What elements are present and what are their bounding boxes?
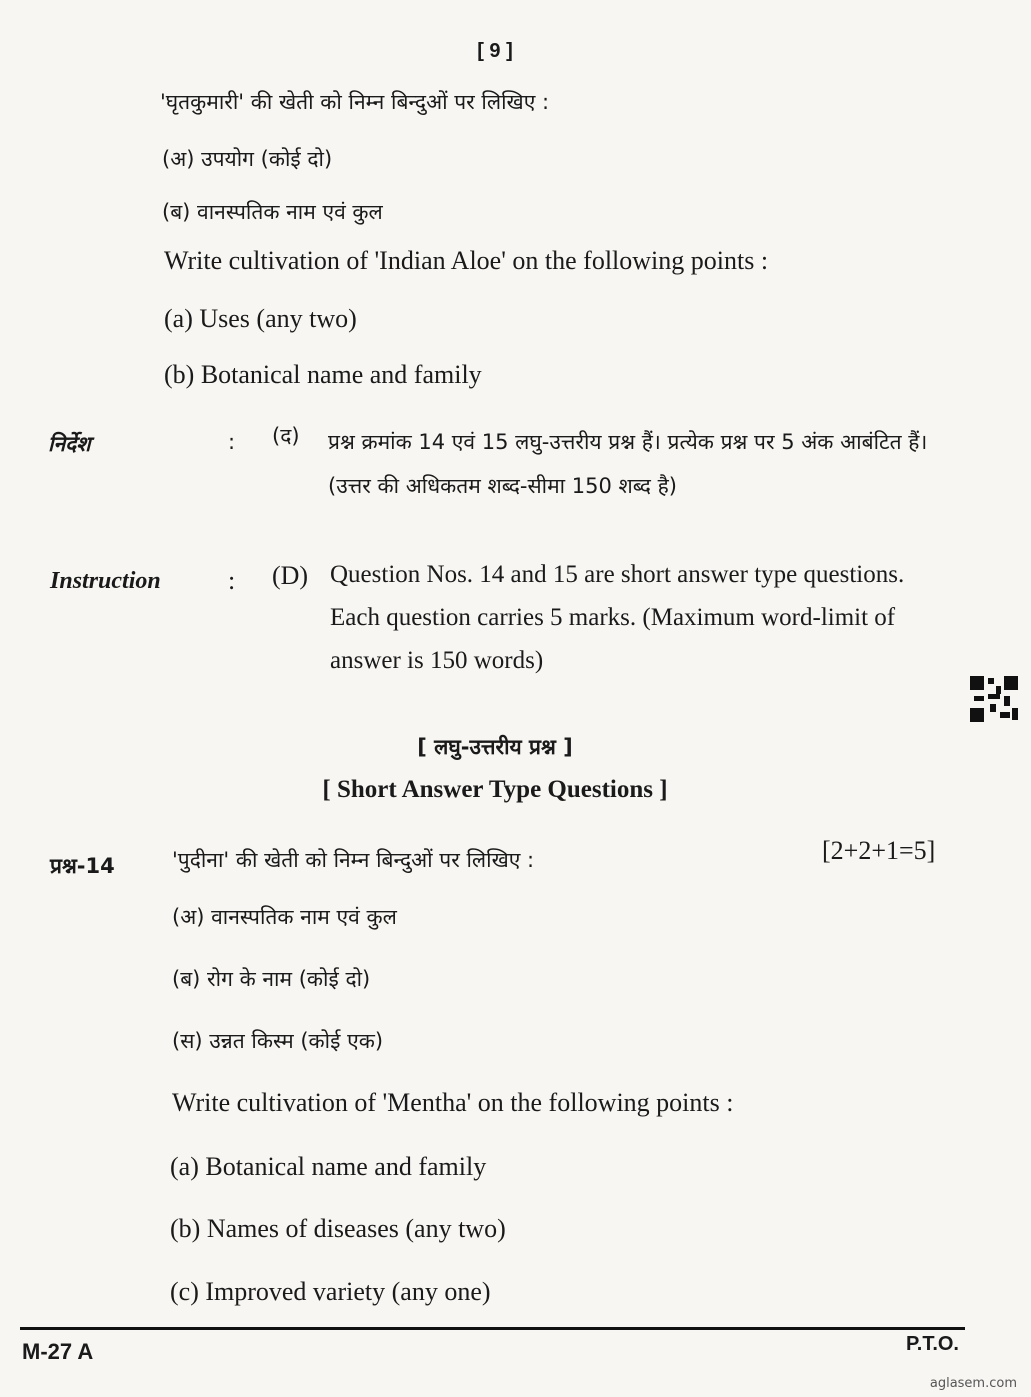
q14-hindi-point-c: (स) उन्नत किस्म (कोई एक) bbox=[172, 1029, 384, 1053]
q14-marks: [2+2+1=5] bbox=[822, 836, 936, 865]
qr-code-icon bbox=[970, 676, 1018, 722]
instruction-hindi-text: प्रश्न क्रमांक 14 एवं 15 लघु-उत्तरीय प्रश्न हैं। प्रत्येक प्रश्न पर 5 अंक आबंटित हैं। (उत्तर की अधिकतम शब्द-सीमा 150 शब्द है) bbox=[328, 430, 928, 498]
instruction-hindi-colon: : bbox=[228, 430, 236, 454]
instruction-english-label: Instruction bbox=[50, 568, 161, 594]
q14-english-point-c: (c) Improved variety (any one) bbox=[170, 1277, 491, 1306]
q13-hindi-point-a: (अ) उपयोग (कोई दो) bbox=[162, 147, 333, 171]
q14-hindi-point-b: (ब) रोग के नाम (कोई दो) bbox=[172, 967, 371, 991]
q13-hindi-title: 'घृतकुमारी' की खेती को निम्न बिन्दुओं पर लिखिए : bbox=[160, 90, 550, 114]
pto-label: P.T.O. bbox=[906, 1333, 959, 1355]
q14-english-point-b: (b) Names of diseases (any two) bbox=[170, 1214, 506, 1243]
q13-english-point-b: (b) Botanical name and family bbox=[164, 360, 482, 389]
page-number: [ 9 ] bbox=[477, 40, 513, 62]
q13-english-title: Write cultivation of 'Indian Aloe' on the following points : bbox=[164, 246, 769, 275]
instruction-english-text: Question Nos. 14 and 15 are short answer type questions. Each question carries 5 marks. (Maximum word-limit of answer is 150 words) bbox=[330, 561, 905, 674]
q14-hindi-title: 'पुदीना' की खेती को निम्न बिन्दुओं पर लिखिए : bbox=[172, 848, 535, 872]
paper-code: M-27 A bbox=[22, 1339, 94, 1364]
instruction-english-colon: : bbox=[228, 566, 236, 595]
section-heading-hindi: [ लघु-उत्तरीय प्रश्न ] bbox=[417, 735, 573, 759]
q14-english-title: Write cultivation of 'Mentha' on the following points : bbox=[172, 1088, 734, 1117]
footer-rule bbox=[20, 1327, 965, 1330]
instruction-hindi-marker: (द) bbox=[272, 424, 300, 448]
q14-hindi-point-a: (अ) वानस्पतिक नाम एवं कुल bbox=[172, 905, 397, 929]
q13-hindi-point-b: (ब) वानस्पतिक नाम एवं कुल bbox=[162, 200, 383, 224]
section-heading-english: [ Short Answer Type Questions ] bbox=[322, 776, 668, 803]
instruction-english-marker: (D) bbox=[272, 561, 309, 590]
instruction-hindi-label: निर्देश bbox=[48, 432, 91, 456]
q14-label: प्रश्न-14 bbox=[50, 854, 115, 878]
q13-english-point-a: (a) Uses (any two) bbox=[164, 304, 357, 333]
q14-english-point-a: (a) Botanical name and family bbox=[170, 1152, 487, 1181]
watermark[interactable]: aglasem.com bbox=[929, 1376, 1017, 1391]
